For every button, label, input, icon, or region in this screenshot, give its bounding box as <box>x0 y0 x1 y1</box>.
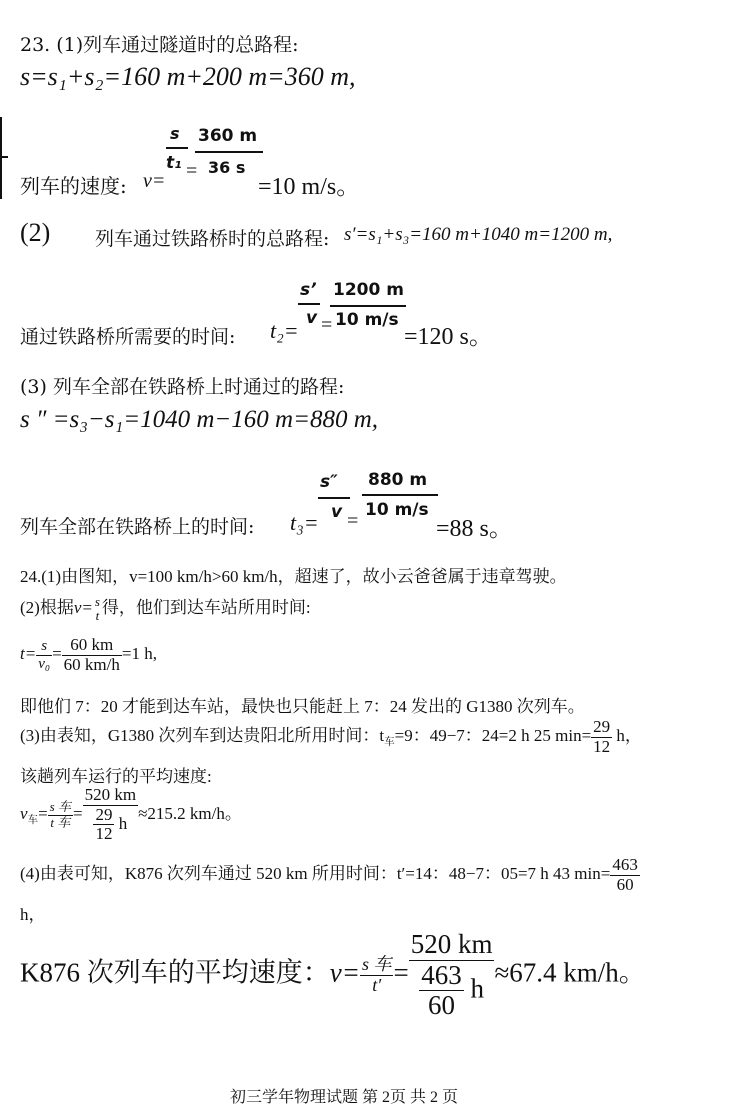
q24-l7-frac: 520 km $\frac{29}{12}$ h <box>84 785 137 844</box>
t2: t₂= <box>270 318 299 343</box>
q24-l8: (4)由表可知，K876 次列车通过 520 km 所用时间：t′=14：48−7：05=7 h 43 min= $\frac{463}{60}$ <box>20 855 638 894</box>
f2-den-v: v <box>306 308 318 328</box>
time-label: 通过铁路桥所需要的时间: <box>20 326 236 348</box>
q24-l7-frac-st: s 车 t 车 <box>49 799 71 830</box>
speed-v: v= <box>143 170 166 192</box>
q24-l5: (3)由表知，G1380 次列车到达贵阳北所用时间：$t_车=9$：49−7：24=2 h 25 min= $\frac{29}{12}$ h， <box>20 717 642 756</box>
eq3: s ″ =s₃−s₁=1040 m−160 m=880 m, <box>20 406 378 433</box>
q24-l3: t= $\frac{s}{\text{v₀}}$ = $\frac{60 km}{60 km/h}$ =1 h, <box>20 635 157 674</box>
f2-num-val: 1200 m <box>333 280 404 300</box>
q24-l6: 该趟列车运行的平均速度: <box>20 767 212 786</box>
f1-rule-left <box>166 147 188 149</box>
q24-l10: K876 次列车的平均速度：v= s 车 t′ = 520 km $\frac{463}{60}$ h ≈67.4 km/h。 <box>20 929 646 1021</box>
f1-den-val: 36 s <box>208 158 246 177</box>
f3-eq: = <box>347 510 359 532</box>
time3-label: 列车全部在铁路桥上的时间: <box>20 516 255 538</box>
t3: t₃= <box>290 510 319 535</box>
f3-num-val: 880 m <box>368 470 428 490</box>
q24-l1: 24.(1)由图知，v=100 km/h>60 km/h，超速了，故小云爸爸属于违章驾驶。 <box>20 567 567 586</box>
q24-l5-b: =9：49−7：24=2 h 25 min= <box>394 726 592 746</box>
t2-result: =120 s。 <box>404 324 493 350</box>
p2-eq: s′=s₁+s₃=160 m+1040 m=1200 m, <box>344 224 613 245</box>
f3-num-s: s″ <box>320 472 338 492</box>
q24-l3-frac-km: $\frac{60 km}{60 km/h}$ <box>63 635 120 674</box>
f1-den-t: t₁ <box>166 153 182 173</box>
t3-result: =88 s。 <box>436 516 513 542</box>
p2-num: (2) <box>20 218 51 247</box>
f2-den-val: 10 m/s <box>335 310 399 330</box>
f3-rule-right <box>362 494 438 496</box>
q24-l7: $v_车=$ s 车 t 车 = 520 km $\frac{29}{12}$ h ≈215.2 km/h。 <box>20 785 242 844</box>
f2-rule-left <box>298 303 320 305</box>
f3-rule-left <box>318 497 350 499</box>
f3-den-val: 10 m/s <box>365 500 429 520</box>
q24-l5-frac: $\frac{29}{12}$ <box>593 717 611 756</box>
f2-num-s: s’ <box>300 280 317 300</box>
f1-rule-right <box>195 151 263 153</box>
q24-l8-frac: $\frac{463}{60}$ <box>612 855 638 894</box>
speed-label: 列车的速度: <box>20 174 127 198</box>
margin-tick <box>0 156 8 158</box>
q23-eq1: s=s₁+s₂=160 m+200 m=360 m, <box>20 62 356 91</box>
q24-l2 <box>20 593 311 623</box>
page-footer: 初三学年物理试题 第 2页 共 2 页 <box>230 1089 459 1106</box>
f1-num-s: s <box>170 124 180 143</box>
q24-l10-frac: 520 km $\frac{463}{60}$ h <box>410 929 493 1021</box>
speed-result: =10 m/s。 <box>258 174 361 200</box>
f2-eq: = <box>321 314 333 336</box>
q24-l2-v: v= <box>73 598 93 617</box>
margin-bar <box>0 117 2 199</box>
speed-eq: = <box>186 160 198 182</box>
p2-text: 列车通过铁路桥时的总路程: <box>95 228 330 250</box>
q24-l10-frac-st: s 车 t′ <box>361 954 392 996</box>
p3: (3) 列车全部在铁路桥上时通过的路程: <box>20 376 345 398</box>
q24-l4: 即他们 7：20 才能到达车站，最快也只能赶上 7：24 发出的 G1380 次列车。 <box>20 697 585 716</box>
f1-num-val: 360 m <box>198 126 258 146</box>
q24-l9: h， <box>20 905 46 924</box>
q24-l3-r: =1 h, <box>121 644 157 664</box>
q23-line1: 23. (1)列车通过隧道时的总路程: <box>20 34 299 56</box>
q24-l2-c: 得，他们到达车站所用时间: <box>101 598 311 617</box>
f3-den-v: v <box>331 502 343 522</box>
q24-l2-a: (2)根据 <box>20 598 74 617</box>
q24-l5-a: (3)由表知，G1380 次列车到达贵阳北所用时间：t <box>20 726 385 746</box>
f2-rule-right <box>330 305 406 307</box>
q24-l2-frac: s t <box>94 593 100 624</box>
q24-l3-t: t= <box>20 644 37 664</box>
q24-l3-frac-sv: $\frac{s}{\text{v₀}}$ <box>38 638 51 672</box>
